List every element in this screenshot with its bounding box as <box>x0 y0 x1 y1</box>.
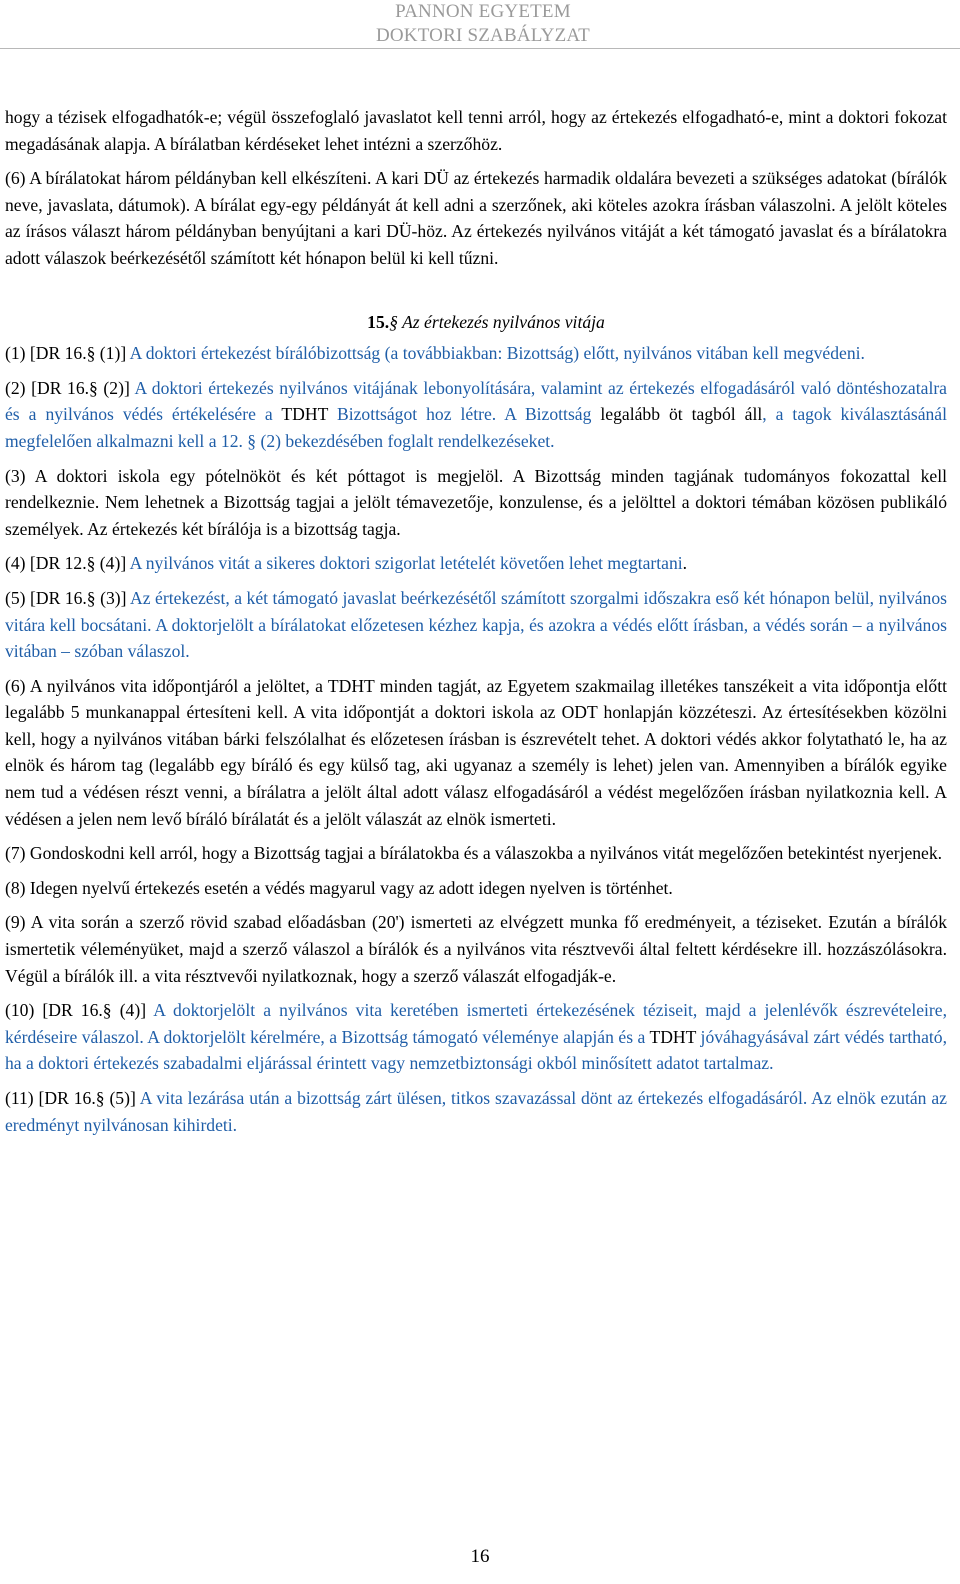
subsection-5-text: Az értekezést, a két támogató javaslat beérkezésétől számított szorgalmi időszakra eső két hónapon belül, nyilvános vitára kell bocsátani. A doktorjelölt a bírálatokat előzetesen kézhez kapja, és azokra a védés előtt írásban, a védés során – a nyilvános vitában – szóban válaszol. <box>5 587 947 662</box>
subsection-2-text-b: TDHT <box>281 404 328 425</box>
page-number: 16 <box>470 1546 490 1567</box>
subsection-3: (3) A doktori iskola egy pótelnököt és két póttagot is megjelöl. A Bizottság minden tagjának tudományos fokozattal kell rendelkeznie. Nem lehetnek a Bizottság tagjai a jelölt témavezetője, konzulense, és a jelölttel a doktori témában közösen publikáló személyek. Az értekezés két bírálója is a bizottság tagja. <box>5 465 947 539</box>
paragraph-6-reviews: (6) A bírálatokat három példányban kell elkészíteni. A kari DÜ az értekezés harmadik oldalára bevezeti a szükséges adatokat (bírálók neve, javaslata, dátumok). A bírálat egy-egy példányát át kell adni a szerzőnek, aki köteles azokra írásban válaszolni. A jelölt köteles az írásos választ három példányban benyújtani a kari DÜ-höz. Az értekezés nyilvános vitáját a két támogató javaslat és a bírálatokra adott válaszok beérkezésétől számított két hónapon belül ki kell tűzni. <box>5 168 947 268</box>
subsection-4-ref: (4) [DR 12.§ (4)] <box>5 553 127 574</box>
subsection-2-text-a: A doktori értekezés nyilvános vitájának lebonyolítására, valamint az értekezés elfogadásáról való döntéshozatalra és a nyilvános védés értékelésére a <box>5 377 947 425</box>
subsection-10-text-a: A doktorjelölt a nyilvános vita keretében ismerteti értekezésének téziseit, majd a jelenlévők észrevételeire, kérdéseire válaszol. A doktorjelölt kérelmére, a Bizottság támogató véleménye alapján és a <box>5 1000 947 1047</box>
subsection-10-text-b: TDHT <box>649 1026 697 1047</box>
section-heading <box>5 309 947 336</box>
header-document-title: DOKTORI SZABÁLYZAT <box>375 25 590 46</box>
subsection-2-text-d: legalább öt tagból áll <box>591 404 763 425</box>
subsection-2 <box>5 375 947 455</box>
subsection-10-text-c: jóváhagyásával zárt védés tartható, ha a doktori értekezés szabadalmi eljárással érintett vagy nemzetbiztonsági okból minősített adatot tartalmaz. <box>5 1026 947 1074</box>
subsection-6: (6) A nyilvános vita időpontjáról a jelöltet, a TDHT minden tagját, az Egyetem szakmailag illetékes tanszékeit a vita időpontja előtt legalább 5 munkanappal értesíteni kell. A vita időpontját a doktori iskola az ODT honlapján közzéteszi. Az értesítésekben közölni kell, hogy a nyilvános vitában bárki felszólalhat és előzetesen írásban is észrevételt tehet. A doktori védés akkor folytatható le, ha az elnök és három tag (legalább egy bíráló és egy külső tag, aki ugyanaz a személy is lehet) jelen van. Amennyiben a bírálók egyike nem tud a védésen részt venni, a bírálatra a jelölt által adott válasz elfogadásáról a védést megelőzően írásban nyilatkoznia kell. A védésen a jelen nem levő bíráló bírálatát és a jelölt válaszát az elnök ismerteti. <box>5 675 947 829</box>
subsection-10 <box>5 997 947 1077</box>
subsection-2-ref: (2) [DR 16.§ (2)] <box>5 377 130 398</box>
subsection-10-ref: (10) [DR 16.§ (4)] <box>5 1000 147 1021</box>
section-title: Az értekezés nyilvános vitája <box>402 311 605 332</box>
subsection-4-text: A nyilvános vitát a sikeres doktori szigorlat letételét követően lehet megtartani <box>126 553 683 574</box>
document-body <box>5 104 947 1146</box>
paragraph-continuation: hogy a tézisek elfogadhatók-e; végül összefoglaló javaslatot kell tenni arról, hogy az értekezés elfogadható-e, mint a doktori fokozat megadásának alapja. A bírálatban kérdéseket lehet intézni a szerzőhöz. <box>5 107 947 154</box>
subsection-5-ref: (5) [DR 16.§ (3)] <box>5 587 127 608</box>
subsection-1-text: A doktori értekezést bírálóbizottság (a továbbiakban: Bizottság) előtt, nyilvános vitában kell megvédeni. <box>126 343 865 364</box>
subsection-5 <box>5 585 947 665</box>
subsection-7: (7) Gondoskodni kell arról, hogy a Bizottság tagjai a bírálatokba és a válaszokba a nyilvános vitát megelőzően betekintést nyerjenek. <box>5 843 943 864</box>
running-header <box>376 0 590 48</box>
section-sign: § <box>389 311 398 332</box>
subsection-11-ref: (11) [DR 16.§ (5)] <box>5 1088 136 1108</box>
subsection-8: (8) Idegen nyelvű értekezés esetén a védés magyarul vagy az adott idegen nyelven is történhet. <box>5 877 673 898</box>
subsection-9: (9) A vita során a szerző rövid szabad előadásban (20') ismerteti az elvégzett munka fő eredményeit, a téziseket. Ezután a bírálók ismertetik véleményüket, majd a szerző válaszol a bírálók és a nyilvános vita résztvevői által feltett kérdésekre ill. hozzászólásokra. Végül a bírálók ill. a vita résztvevői nyilatkoznak, hogy a szerző válaszát elfogadják-e. <box>5 912 947 986</box>
subsection-1-ref: (1) [DR 16.§ (1)] <box>5 343 127 364</box>
subsection-11 <box>5 1085 947 1138</box>
subsection-2-text-e: , a tagok kiválasztásánál megfelelően alkalmazni kell a 12. § (2) bekezdésében foglalt rendelkezéseket. <box>5 404 948 451</box>
subsection-2-text-c: Bizottságot hoz létre. A Bizottság <box>328 404 592 425</box>
subsection-4 <box>5 550 947 577</box>
section-number: 15. <box>367 311 390 332</box>
subsection-1 <box>5 340 947 367</box>
subsection-4-end: . <box>682 553 688 574</box>
subsection-11-text: A vita lezárása után a bizottság zárt ülésen, titkos szavazással dönt az értekezés elfogadásáról. Az elnök ezután az eredményt nyilvánosan kihirdeti. <box>5 1088 947 1135</box>
header-divider <box>0 48 960 49</box>
header-university: PANNON EGYETEM <box>395 1 571 22</box>
